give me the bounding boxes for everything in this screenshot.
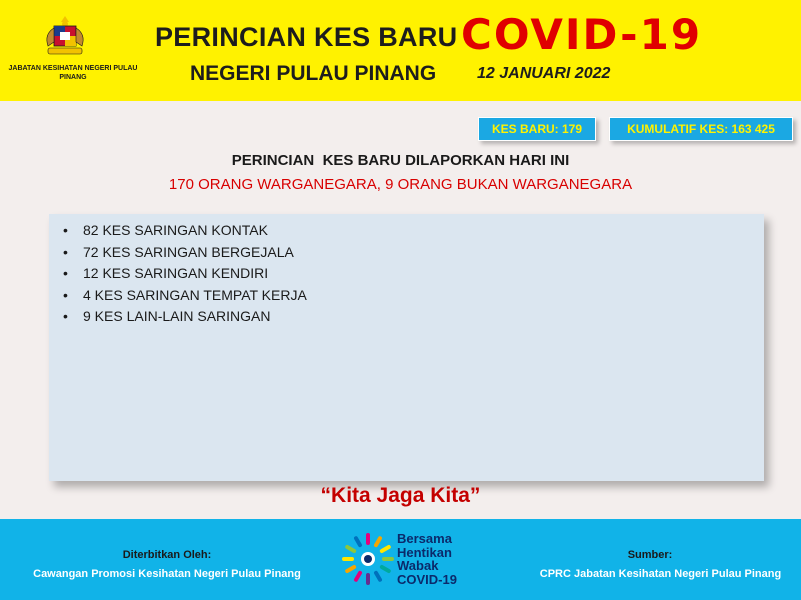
agency-name: JABATAN KESIHATAN NEGERI PULAU PINANG [8, 65, 138, 81]
case-item-text: 9 KES LAIN-LAIN SARINGAN [83, 308, 271, 324]
logo-line: COVID-19 [397, 571, 457, 587]
case-list [63, 220, 307, 328]
header-banner [0, 0, 801, 101]
logo-line: Hentikan [397, 544, 452, 560]
bullet-icon: • [63, 286, 68, 303]
case-breakdown-panel [49, 214, 764, 481]
coat-of-arms-icon [40, 14, 90, 58]
case-item-text: 4 KES SARINGAN TEMPAT KERJA [83, 286, 307, 303]
cumulative-cases-badge: KUMULATIF KES: 163 425 [609, 117, 793, 141]
publisher-name: Cawangan Promosi Kesihatan Negeri Pulau Pinang [33, 568, 301, 580]
list-item [63, 306, 307, 328]
summary-subtitle: 170 ORANG WARGANEGARA, 9 ORANG BUKAN WARGANEGARA [168, 176, 633, 193]
source-name: CPRC Jabatan Kesihatan Negeri Pulau Pinang [539, 568, 782, 580]
case-item-text: 82 KES SARINGAN KONTAK [83, 222, 268, 238]
source-label: Sumber: [627, 549, 673, 561]
campaign-logo-icon [340, 531, 396, 587]
case-item-text: 72 KES SARINGAN BERGEJALA [83, 243, 294, 260]
bullet-icon: • [63, 222, 68, 238]
covid-title: COVID-19 [461, 10, 703, 59]
logo-line: Bersama [397, 531, 452, 546]
report-date: 12 JANUARI 2022 [477, 65, 611, 82]
campaign-logo-text [397, 532, 457, 586]
new-cases-badge: KES BARU: 179 [478, 117, 596, 141]
list-item [63, 263, 307, 285]
bullet-icon: • [63, 243, 68, 260]
slogan: “Kita Jaga Kita” [320, 484, 481, 507]
bullet-icon: • [63, 265, 68, 281]
list-item [63, 220, 307, 242]
bullet-icon: • [63, 308, 68, 324]
case-item-text: 12 KES SARINGAN KENDIRI [83, 265, 269, 281]
summary-title: PERINCIAN KES BARU DILAPORKAN HARI INI [231, 152, 570, 169]
footer-banner [0, 519, 801, 600]
logo-line: Wabak [397, 558, 439, 573]
list-item [63, 242, 307, 264]
list-item [63, 285, 307, 307]
published-by-label: Diterbitkan Oleh: [122, 549, 212, 561]
page-title: PERINCIAN KES BARU [155, 22, 458, 52]
state-name: NEGERI PULAU PINANG [190, 62, 437, 85]
